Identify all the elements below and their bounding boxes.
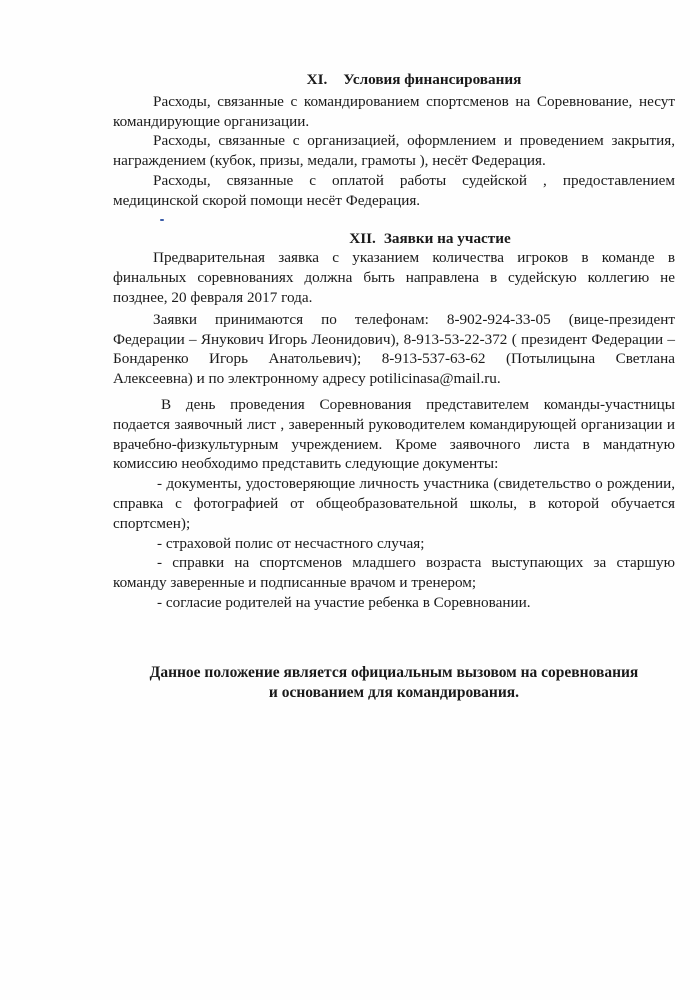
section-xi-heading	[113, 70, 675, 90]
document-list-item: - согласие родителей на участие ребенка в Соревновании.	[157, 593, 531, 611]
section-xi-number: XI.	[306, 71, 328, 88]
financing-paragraph-2: Расходы, связанные с организацией, оформлением и проведением закрытия, награждением (кубок, призы, медали, грамоты ), несёт Федерация.	[113, 132, 675, 170]
section-xi-title: Условия финансирования	[343, 71, 522, 88]
document-body	[113, 70, 675, 613]
document-list-item: - страховой полис от несчастного случая;	[157, 534, 425, 552]
ink-speck	[160, 219, 164, 221]
document-list-item: - справки на спортсменов младшего возраста выступающих за старшую команду заверенные и подписанные врачом и тренером;	[113, 554, 675, 592]
section-xii-title: Заявки на участие	[383, 229, 511, 247]
closing-line-2: и основанием для командирования.	[268, 684, 520, 701]
section-xii-heading	[113, 229, 675, 249]
financing-paragraph-1: Расходы, связанные с командированием спортсменов на Соревнование, несут командирующие организации.	[113, 92, 675, 130]
applications-paragraph-1: Предварительная заявка с указанием количества игроков в команде в финальных соревнованиях должна быть направлена в судейскую коллегию не позднее, 20 февраля 2017 года.	[113, 249, 675, 306]
closing-statement	[113, 663, 675, 703]
financing-paragraph-3: Расходы, связанные с оплатой работы судейской , предоставлением медицинской скорой помощи несёт Федерация.	[113, 171, 675, 209]
document-list-item: - документы, удостоверяющие личность участника (свидетельство о рождении, справка с фотографией от общеобразовательной школы, в которой обучается спортсмен);	[113, 475, 675, 532]
closing-line-1: Данное положение является официальным вызовом на соревнования	[149, 664, 639, 681]
applications-paragraph-3: В день проведения Соревнования представителем команды-участницы подается заявочный лист , заверенный руководителем командирующей организации и врачебно-физкультурным учреждением. Кроме заявочного листа в мандатную комиссию необходимо представить следующие документы:	[113, 395, 675, 473]
section-xii-number: XII.	[349, 229, 376, 247]
applications-paragraph-2: Заявки принимаются по телефонам: 8-902-924-33-05 (вице-президент Федерации – Янукович Игорь Леонидович), 8-913-53-22-372 ( президент Федерации – Бондаренко Игорь Анатольевич); 8-913-537-63-62 (Потылицына Светлана Алексеевна) и по электронному адресу potilicinasa@mail.ru.	[113, 310, 675, 388]
